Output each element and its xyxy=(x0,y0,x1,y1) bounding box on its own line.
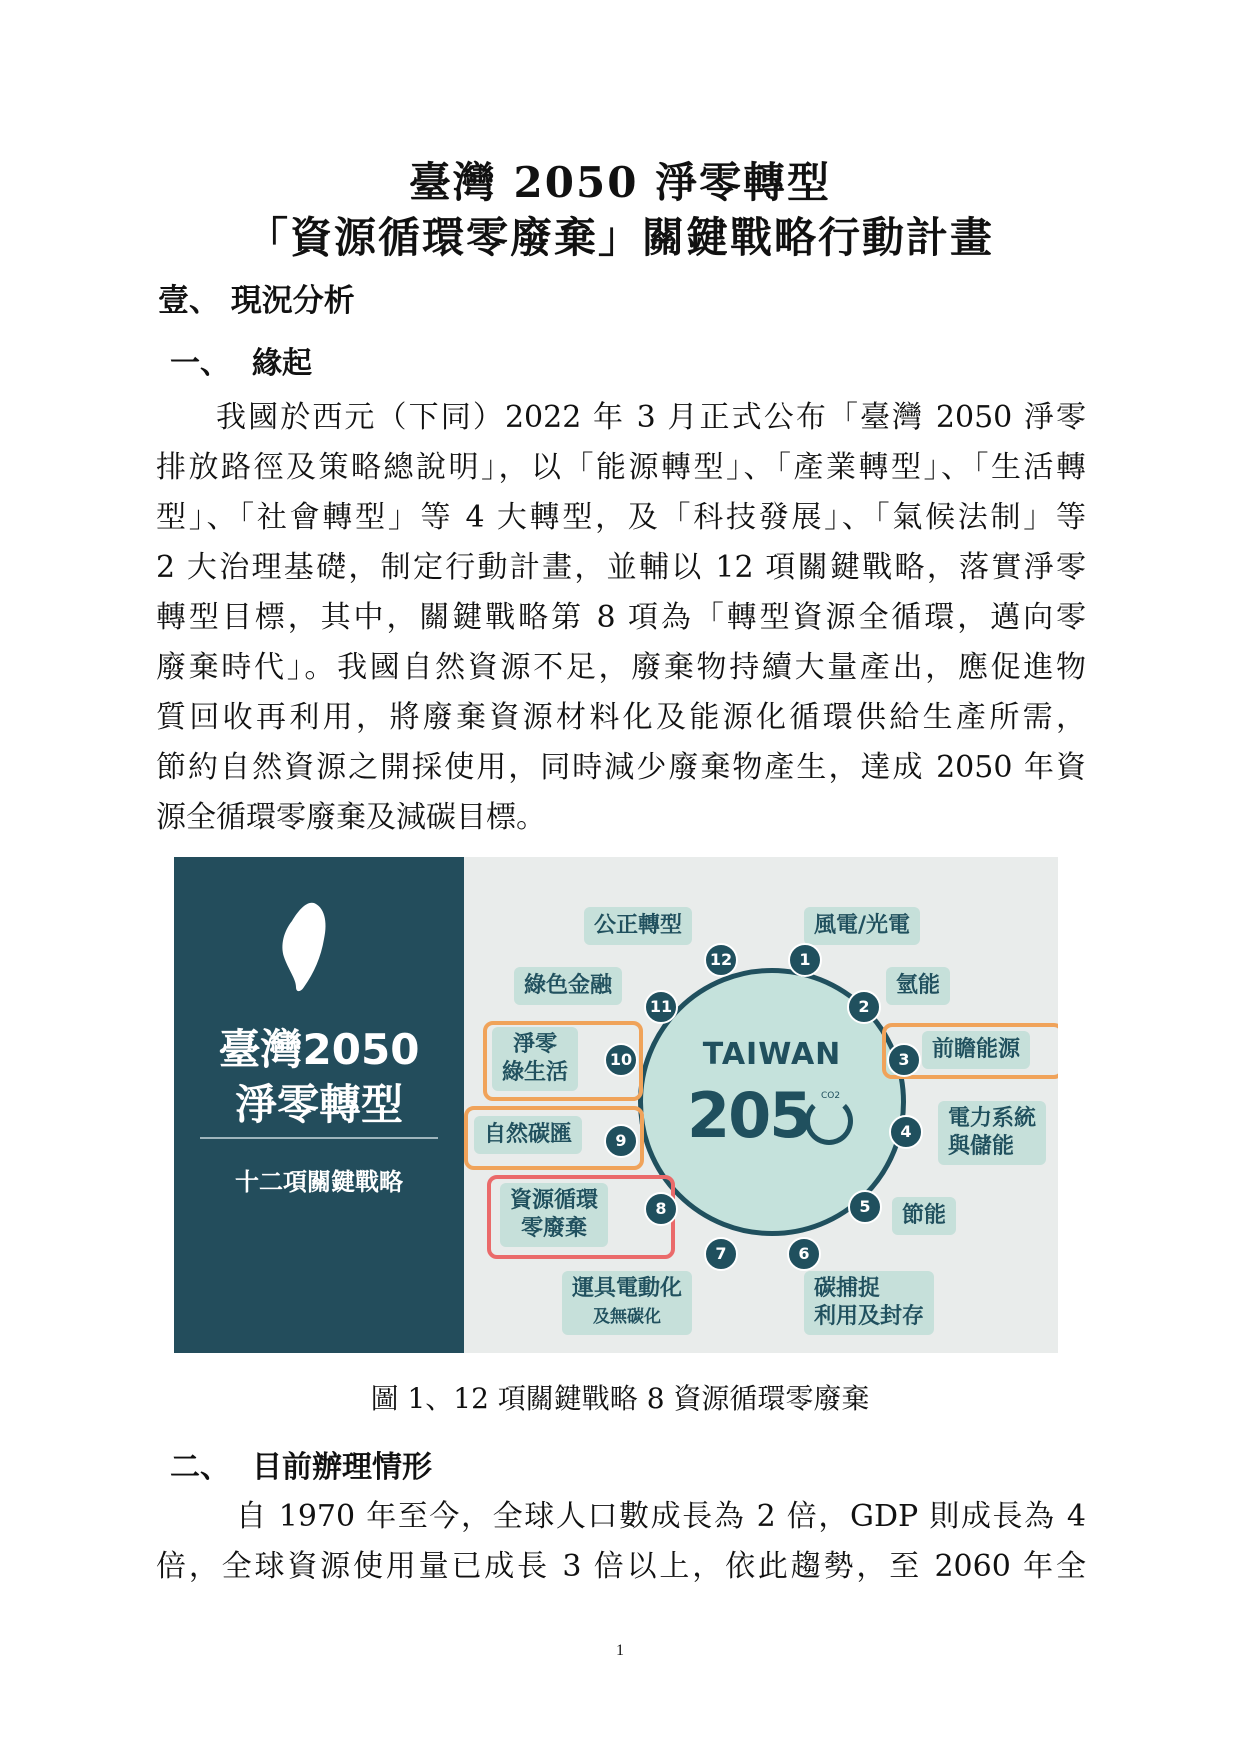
strategy-label-8-line2: 零廢棄 xyxy=(521,1216,588,1241)
strategy-number-1: 1 xyxy=(788,943,822,977)
strategy-label-4-line1: 電力系統 xyxy=(948,1106,1037,1131)
strategy-label-10 xyxy=(492,1027,578,1091)
strategy-label-7 xyxy=(562,1271,692,1335)
subsection-heading-2 xyxy=(170,1442,432,1486)
paragraph-line: 源全循環零廢棄及減碳目標。 xyxy=(156,800,546,835)
figure-divider xyxy=(200,1137,438,1139)
subsection-title: 目前辦理情形 xyxy=(252,1450,432,1485)
strategy-number-4: 4 xyxy=(889,1115,923,1149)
document-title-line1: 臺灣 2050 淨零轉型 xyxy=(408,158,832,207)
strategy-label-7-line1: 運具電動化 xyxy=(572,1276,683,1301)
strategy-label-6 xyxy=(804,1271,934,1335)
strategy-label-5: 節能 xyxy=(892,1197,956,1235)
subsection-title: 緣起 xyxy=(252,346,312,381)
strategy-label-6-line1: 碳捕捉 xyxy=(814,1276,881,1301)
strategy-label-12: 公正轉型 xyxy=(584,907,692,945)
subsection-heading-1 xyxy=(170,338,312,382)
ring-center-word: TAIWAN xyxy=(702,1037,842,1072)
strategy-figure xyxy=(174,857,1058,1353)
figure-subtitle: 十二項關鍵戰略 xyxy=(235,1168,403,1196)
paragraph-line: 自 1970 年至今，全球人口數成長為 2 倍，GDP 則成長為 4 xyxy=(236,1499,1086,1534)
strategy-label-7-line2: 及無碳化 xyxy=(593,1307,661,1327)
paragraph-line: 型」、「社會轉型」等 4 大轉型，及「科技發展」、「氣候法制」等 xyxy=(156,500,1086,535)
figure-title-panel xyxy=(174,857,464,1353)
subsection-number: 二、 xyxy=(170,1450,230,1485)
strategy-label-1: 風電/光電 xyxy=(804,907,920,945)
strategy-number-7: 7 xyxy=(704,1237,738,1271)
paragraph-line: 質回收再利用，將廢棄資源材料化及能源化循環供給生產所需， xyxy=(156,700,1086,735)
taiwan-island-icon xyxy=(274,899,334,995)
co2-circle-icon xyxy=(805,1097,853,1145)
paragraph-line: 廢棄時代」。我國自然資源不足，廢棄物持續大量產出，應促進物 xyxy=(156,650,1086,685)
strategy-label-8-line1: 資源循環 xyxy=(510,1188,599,1213)
paragraph-line: 節約自然資源之開採使用，同時減少廢棄物產生，達成 2050 年資 xyxy=(156,750,1086,785)
strategy-label-9: 自然碳匯 xyxy=(474,1116,582,1154)
paragraph-line: 倍，全球資源使用量已成長 3 倍以上，依此趨勢，至 2060 年全 xyxy=(156,1549,1086,1584)
strategy-number-5: 5 xyxy=(848,1190,882,1224)
figure-caption: 圖 1、12 項關鍵戰略 8 資源循環零廢棄 xyxy=(370,1382,870,1415)
strategy-number-2: 2 xyxy=(847,990,881,1024)
strategy-number-3: 3 xyxy=(887,1043,921,1077)
ring-center-year: 205 xyxy=(687,1079,811,1152)
document-title-line2: 「資源循環零廢棄」關鍵戰略行動計畫 xyxy=(245,213,994,262)
strategy-label-11: 綠色金融 xyxy=(514,967,622,1005)
strategy-number-8: 8 xyxy=(644,1192,678,1226)
paragraph-current-status xyxy=(156,1492,1086,1592)
strategy-label-10-line1: 淨零 xyxy=(513,1032,558,1057)
strategy-number-9: 9 xyxy=(604,1124,638,1158)
strategy-label-2: 氫能 xyxy=(886,967,950,1005)
paragraph-line: 排放路徑及策略總說明」，以「能源轉型」、「產業轉型」、「生活轉 xyxy=(156,450,1086,485)
strategy-label-3: 前瞻能源 xyxy=(922,1031,1030,1069)
paragraph-origin xyxy=(156,393,1086,843)
paragraph-line: 2 大治理基礎，制定行動計畫，並輔以 12 項關鍵戰略，落實淨零 xyxy=(156,550,1086,585)
paragraph-line: 我國於西元（下同）2022 年 3 月正式公布「臺灣 2050 淨零 xyxy=(216,400,1086,435)
figure-title-line2: 淨零轉型 xyxy=(234,1080,403,1129)
co2-label: CO2 xyxy=(821,1091,841,1101)
subsection-number: 一、 xyxy=(170,346,230,381)
strategy-number-12: 12 xyxy=(704,943,738,977)
strategy-label-8 xyxy=(500,1183,608,1247)
strategy-label-4-line2: 與儲能 xyxy=(948,1134,1015,1159)
figure-title-line1: 臺灣2050 xyxy=(218,1025,420,1074)
strategy-number-10: 10 xyxy=(604,1043,638,1077)
paragraph-line: 轉型目標，其中，關鍵戰略第 8 項為「轉型資源全循環，邁向零 xyxy=(156,600,1086,635)
section-heading: 壹、 現況分析 xyxy=(158,283,355,319)
strategy-number-6: 6 xyxy=(787,1237,821,1271)
strategy-label-6-line2: 利用及封存 xyxy=(814,1304,925,1329)
strategy-label-4 xyxy=(938,1101,1046,1165)
page-number: 1 xyxy=(616,1642,624,1659)
strategy-label-10-line2: 綠生活 xyxy=(502,1060,569,1085)
strategy-number-11: 11 xyxy=(644,990,678,1024)
